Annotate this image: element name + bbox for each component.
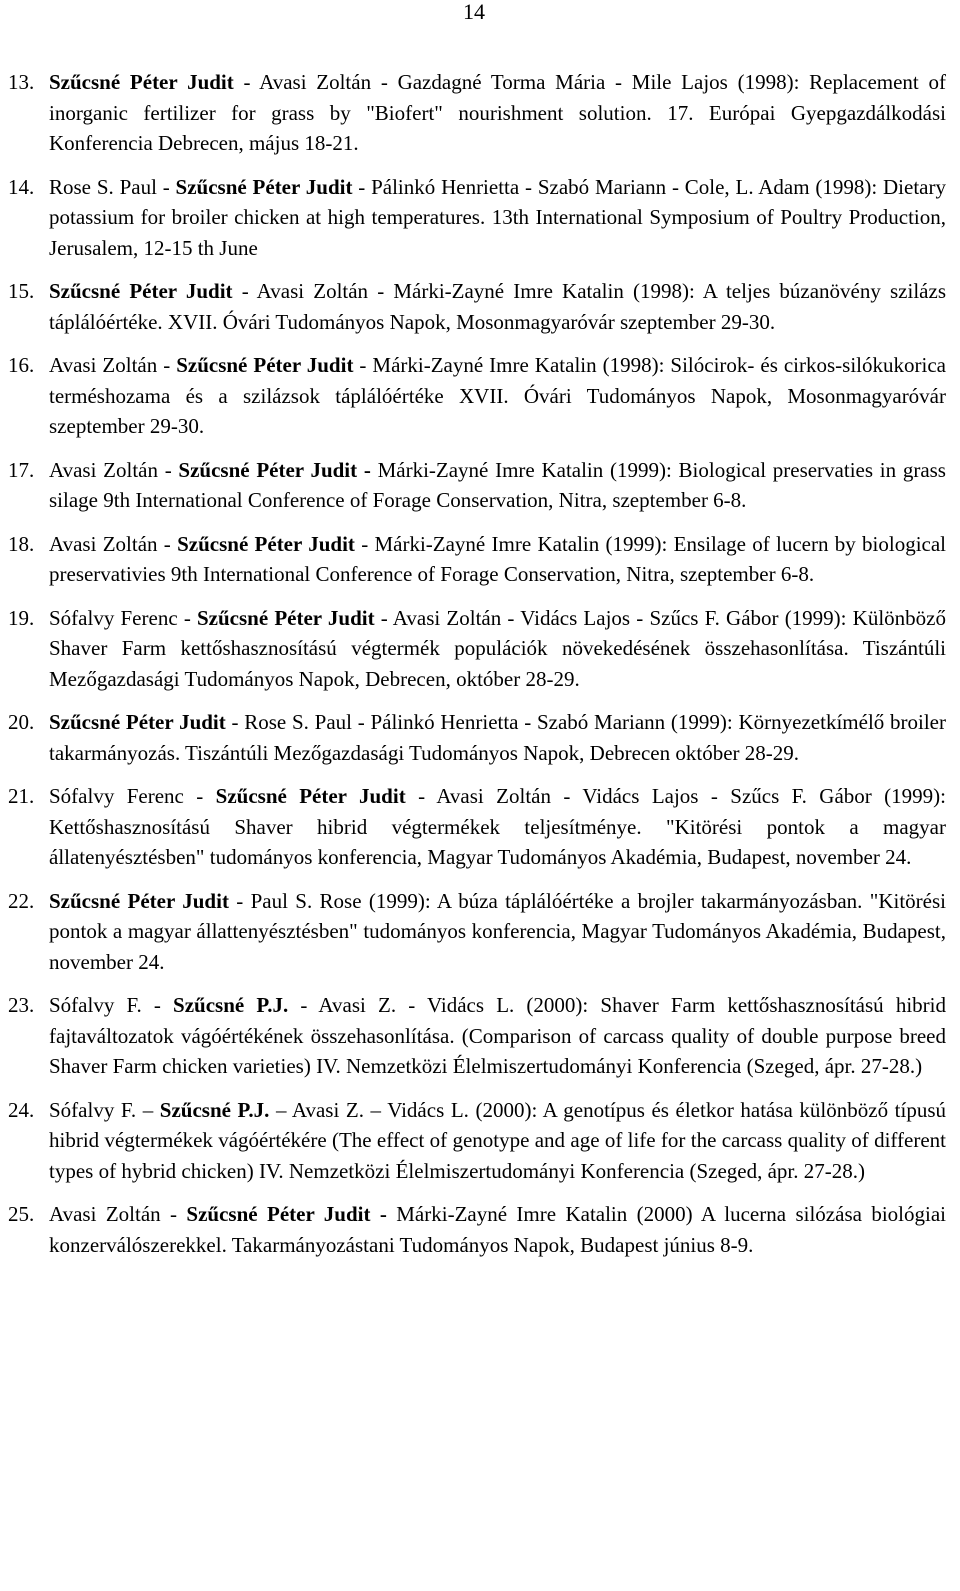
- reference-segment: - Avasi Zoltán - Vidács Lajos - Szűcs F. Gábor (1999): Kettőshasznosítású Shaver hibrid végtermékek teljesítménye. "Kitörési pontok a magyar állatenyésztésben" tudományos konferencia, Magyar Tudományos Akadémia, Budapest, november 24.: [49, 784, 946, 869]
- reference-list: [0, 67, 946, 1273]
- reference-text: [49, 1095, 946, 1187]
- author-highlight: Szűcsné Péter Judit: [49, 888, 229, 913]
- reference-item: [0, 603, 946, 695]
- reference-text: [49, 990, 946, 1082]
- reference-segment: Rose S. Paul -: [49, 174, 176, 199]
- author-highlight: Szűcsné P.J.: [159, 1097, 270, 1122]
- reference-segment: - Avasi Z. - Vidács L. (2000): Shaver Farm kettőshasznosítású hibrid fajtaváltozatok vágóértékének összehasonlítása. (Comparison of carcass quality of double purpose breed Shaver Farm chicken varieties) IV. Nemzetközi Élelmiszertudományi Konferencia (Szeged, ápr. 27-28.): [49, 993, 946, 1078]
- reference-segment: - Avasi Zoltán - Vidács Lajos - Szűcs F. Gábor (1999): Különböző Shaver Farm kettőshasznosítású végtermék populációk növekedésének összehasonlítása. Tiszántúli Mezőgazdasági Tudományos Napok, Debrecen, október 28-29.: [49, 605, 947, 691]
- reference-number: 20.: [8, 710, 35, 734]
- reference-segment: Sófalvy F. –: [49, 1097, 160, 1122]
- reference-text: [49, 529, 946, 590]
- reference-item: [0, 455, 946, 516]
- reference-number: 25.: [8, 1202, 35, 1226]
- reference-text: [49, 707, 946, 768]
- reference-item: [0, 990, 946, 1082]
- reference-segment: Avasi Zoltán -: [49, 531, 178, 556]
- author-highlight: Szűcsné Péter Judit -: [178, 457, 371, 482]
- reference-number: 23.: [8, 993, 35, 1017]
- author-highlight: Szűcsné Péter Judit: [215, 784, 406, 808]
- reference-item: [0, 886, 946, 978]
- reference-segment: Márki-Zayné Imre Katalin (2000) A lucerna silózása biológiai konzerválószerekkel. Takarmányozástani Tudományos Napok, Budapest június 8-9.: [49, 1202, 946, 1257]
- author-highlight: Szűcsné Péter Judit: [176, 353, 354, 377]
- reference-number: 21.: [8, 784, 35, 808]
- reference-segment: - Pálinkó Henrietta - Szabó Mariann - Cole, L. Adam (1998): Dietary potassium for broiler chicken at high temperatures. 13th International Symposium of Poultry Production, Jerusalem, 12-15 th June: [49, 174, 946, 260]
- reference-segment: Avasi Zoltán -: [49, 457, 179, 482]
- reference-segment: Sófalvy F. -: [49, 993, 174, 1017]
- reference-item: [0, 529, 946, 590]
- reference-segment: - Márki-Zayné Imre Katalin (1998): Silócirok- és cirkos-silókukorica terméshozama és a szilázsok táplálóértéke XVII. Óvári Tudományos Napok, Mosonmagyaróvár szeptember 29-30.: [49, 353, 946, 438]
- reference-segment: Avasi Zoltán -: [49, 1202, 187, 1226]
- author-highlight: Szűcsné Péter Judit: [49, 279, 233, 303]
- reference-text: [49, 350, 946, 442]
- author-highlight: Szűcsné P.J.: [173, 993, 289, 1017]
- reference-number: 13.: [8, 70, 35, 94]
- reference-segment: Avasi Zoltán -: [49, 353, 177, 377]
- author-highlight: Szűcsné Péter Judit: [175, 174, 353, 199]
- reference-segment: Sófalvy Ferenc -: [49, 605, 197, 630]
- reference-segment: - Rose S. Paul - Pálinkó Henrietta - Szabó Mariann (1999): Környezetkímélő broiler takarmányozás. Tiszántúli Mezőgazdasági Tudományos Napok, Debrecen október 28-29.: [49, 710, 946, 765]
- reference-item: [0, 276, 946, 337]
- author-highlight: Szűcsné Péter Judit: [197, 605, 375, 630]
- reference-segment: - Avasi Zoltán - Gazdagné Torma Mária - Mile Lajos (1998): Replacement of inorganic fertilizer for grass by "Biofert" nourishment solution. 17. Európai Gyepgazdálkodási Konferencia Debrecen, május 18-21.: [49, 70, 947, 155]
- reference-text: [49, 67, 946, 159]
- reference-item: [0, 172, 946, 264]
- reference-segment: – Avasi Z. – Vidács L. (2000): A genotípus és életkor hatása különböző típusú hibrid végtermékek vágóértékére (The effect of genotype and age of life for the carcass quality of different types of hybrid chicken) IV. Nemzetközi Élelmiszertudományi Konferencia (Szeged, ápr. 27-28.): [49, 1097, 946, 1183]
- reference-text: [49, 276, 946, 337]
- reference-segment: - Avasi Zoltán - Márki-Zayné Imre Katalin (1998): A teljes búzanövény szilázs táplálóértéke. XVII. Óvári Tudományos Napok, Mosonmagyaróvár szeptember 29-30.: [49, 279, 946, 334]
- reference-text: [49, 1199, 946, 1260]
- reference-item: [0, 707, 946, 768]
- reference-segment: Márki-Zayné Imre Katalin (1999): Biological preservaties in grass silage 9th International Conference of Forage Conservation, Nitra, szeptember 6-8.: [49, 457, 946, 512]
- reference-number: 17.: [8, 457, 35, 482]
- reference-item: [0, 350, 946, 442]
- reference-segment: - Márki-Zayné Imre Katalin (1999): Ensilage of lucern by biological preservativies 9th International Conference of Forage Conservation, Nitra, szeptember 6-8.: [49, 531, 947, 586]
- reference-text: [49, 781, 946, 873]
- reference-number: 14.: [8, 174, 35, 199]
- reference-number: 24.: [8, 1097, 35, 1122]
- reference-item: [0, 67, 946, 159]
- reference-segment: - Paul S. Rose (1999): A búza táplálóértéke a brojler takarmányozásban. "Kitörési pontok a magyar állattenyésztésben" tudományos konferencia, Magyar Tudományos Akadémia, Budapest, november 24.: [49, 888, 946, 974]
- author-highlight: Szűcsné Péter Judit -: [186, 1202, 387, 1226]
- reference-number: 15.: [8, 279, 35, 303]
- reference-number: 16.: [8, 353, 35, 377]
- reference-text: [49, 603, 946, 695]
- reference-text: [49, 455, 946, 516]
- author-highlight: Szűcsné Péter Judit: [177, 531, 355, 556]
- reference-segment: Sófalvy Ferenc -: [49, 784, 216, 808]
- reference-item: [0, 1095, 946, 1187]
- reference-number: 18.: [8, 531, 35, 556]
- author-highlight: Szűcsné Péter Judit: [49, 70, 234, 94]
- reference-text: [49, 172, 946, 264]
- reference-number: 19.: [8, 605, 35, 630]
- reference-number: 22.: [8, 888, 35, 913]
- reference-item: [0, 781, 946, 873]
- page-number: 14: [463, 0, 485, 24]
- reference-text: [49, 886, 946, 978]
- author-highlight: Szűcsné Péter Judit: [49, 710, 226, 734]
- reference-item: [0, 1199, 946, 1260]
